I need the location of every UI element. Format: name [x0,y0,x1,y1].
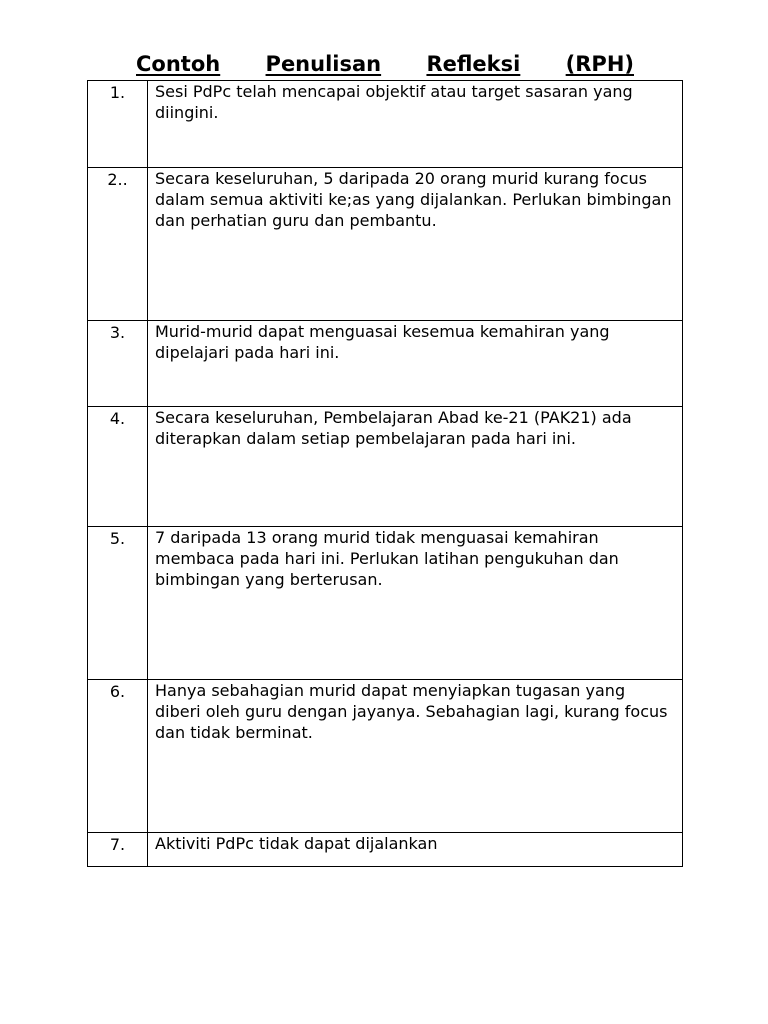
row-number: 6. [109,682,126,701]
table-row [88,407,683,527]
row-number-cell [88,168,148,321]
row-text: Murid-murid dapat menguasai kesemua kemahiran yang dipelajari pada hari ini. [155,322,610,362]
title-word: (RPH) [565,52,634,76]
row-text-cell [148,321,683,407]
table-row [88,321,683,407]
row-text-cell [148,833,683,867]
table-row [88,680,683,833]
row-text-cell [148,81,683,168]
row-number: 7. [109,835,126,854]
title-word: Contoh [136,52,221,76]
row-number: 1. [109,83,126,102]
table-row [88,833,683,867]
row-text-cell [148,680,683,833]
table-row [88,527,683,680]
table-row [88,81,683,168]
table-row [88,168,683,321]
row-text: Secara keseluruhan, Pembelajaran Abad ke-21 (PAK21) ada diterapkan dalam setiap pembelajaran pada hari ini. [155,408,632,448]
row-text: Aktiviti PdPc tidak dapat dijalankan [155,834,438,853]
page-title [87,50,683,78]
row-text: 7 daripada 13 orang murid tidak menguasai kemahiran membaca pada hari ini. Perlukan latihan pengukuhan dan bimbingan yang berterusan. [155,528,619,589]
row-number: 5. [109,529,126,548]
row-number-cell [88,321,148,407]
row-text: Sesi PdPc telah mencapai objektif atau target sasaran yang diingini. [155,82,633,122]
row-text-cell [148,407,683,527]
title-word: Penulisan [265,52,382,76]
row-number: 2.. [107,170,128,189]
row-number-cell [88,680,148,833]
reflection-table [87,80,683,867]
row-number-cell [88,833,148,867]
row-number: 4. [109,409,126,428]
row-text-cell [148,168,683,321]
row-number-cell [88,81,148,168]
row-text: Hanya sebahagian murid dapat menyiapkan tugasan yang diberi oleh guru dengan jayanya. Sebahagian lagi, kurang focus dan tidak berminat. [155,681,668,742]
row-number-cell [88,527,148,680]
title-word: Refleksi [426,52,521,76]
row-number: 3. [109,323,126,342]
row-number-cell [88,407,148,527]
row-text: Secara keseluruhan, 5 daripada 20 orang murid kurang focus dalam semua aktiviti ke;as yang dijalankan. Perlukan bimbingan dan perhatian guru dan pembantu. [155,169,672,230]
row-text-cell [148,527,683,680]
